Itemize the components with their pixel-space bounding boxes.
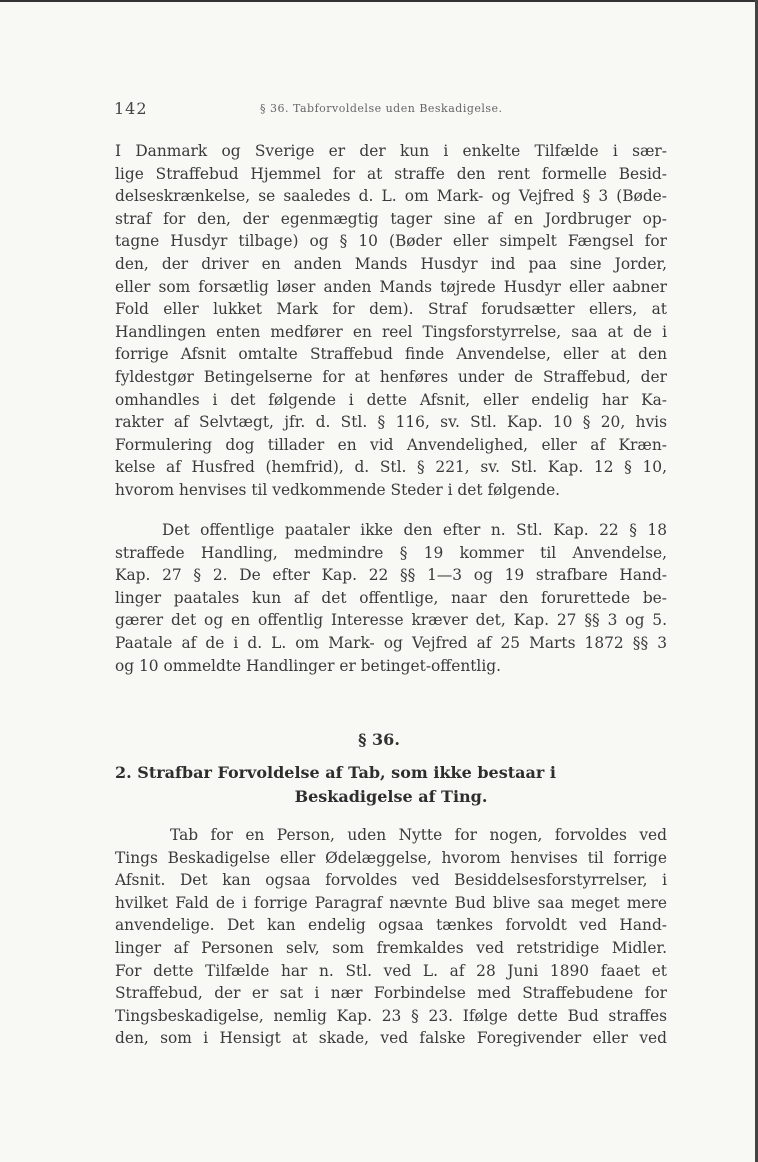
section-heading-line-1: 2. Strafbar Forvoldelse af Tab, som ikke bestaar i [115,763,556,782]
text-line: linger af Personen selv, som fremkaldes ved retstridige Midler. [115,938,667,957]
text-line: tagne Husdyr tilbage) og § 10 (Bøder eller simpelt Fængsel for [115,232,667,251]
page-header [114,99,674,119]
text-line: Det offentlige paataler ikke den efter n. Stl. Kap. 22 § 18 [162,521,667,539]
text-line: lige Straffebud Hjemmel for at straffe den rent formelle Besid- [115,164,667,183]
text-line: hvilket Fald de i forrige Paragraf nævnte Bud blive saa meget mere [115,893,667,912]
text-line: Tab for en Person, uden Nytte for nogen, forvoldes ved [170,826,667,844]
text-line: kelse af Husfred (hemfrid), d. Stl. § 221, sv. Stl. Kap. 12 § 10, [115,458,667,477]
text-line: fyldestgør Betingelserne for at henføres under de Straffebud, der [115,367,667,386]
text-line: hvorom henvises til vedkommende Steder i det følgende. [115,480,561,499]
text-line: Kap. 27 § 2. De efter Kap. 22 §§ 1—3 og 19 strafbare Hand- [115,566,667,585]
page-number: 142 [114,99,148,118]
text-line: eller som forsætlig løser anden Mands tøjrede Husdyr eller aabner [115,277,667,296]
text-line: den, der driver en anden Mands Husdyr ind paa sine Jorder, [115,254,667,273]
text-line: delseskrænkelse, se saaledes d. L. om Mark- og Vejfred § 3 (Bøde- [115,187,667,206]
text-line: forrige Afsnit omtalte Straffebud finde Anvendelse, eller at den [115,345,667,364]
text-line: I Danmark og Sverige er der kun i enkelte Tilfælde i sær- [115,142,667,160]
text-line: Formulering dog tillader en vid Anvendelighed, eller af Kræn- [115,435,667,454]
text-line: anvendelige. Det kan endelig ogsaa tænkes forvoldt ved Hand- [115,916,667,935]
text-line: omhandles i det følgende i dette Afsnit, eller endelig har Ka- [115,390,667,409]
text-line: Straffebud, der er sat i nær Forbindelse med Straffebudene for [115,984,667,1003]
text-line: Fold eller lukket Mark for dem). Straf forudsætter ellers, at [115,300,667,319]
section-symbol: § 36. [358,730,400,749]
text-line: Tingsbeskadigelse, nemlig Kap. 23 § 23. Ifølge dette Bud straffes [115,1006,667,1025]
paragraph-1 [115,140,667,502]
text-line: gærer det og en offentlig Interesse kræver det, Kap. 27 §§ 3 og 5. [115,611,667,630]
text-line: linger paatales kun af det offentlige, naar den forurettede be- [115,588,667,607]
text-line: Paatale af de i d. L. om Mark- og Vejfred af 25 Marts 1872 §§ 3 [115,633,667,652]
text-line: rakter af Selvtægt, jfr. d. Stl. § 116, sv. Stl. Kap. 10 § 20, hvis [115,413,667,432]
text-line: den, som i Hensigt at skade, ved falske Foregivender eller ved [115,1029,667,1048]
text-line: straf for den, der egenmægtig tager sine af en Jordbruger op- [115,209,667,228]
text-line: Tings Beskadigelse eller Ødelæggelse, hvorom henvises til forrige [115,848,667,867]
paragraph-2 [115,519,667,677]
scan-border-top [0,0,758,2]
text-line: For dette Tilfælde har n. Stl. ved L. af 28 Juni 1890 faaet et [115,961,667,980]
text-line: Handlingen enten medfører en reel Tingsforstyrrelse, saa at de i [115,322,667,341]
paragraph-3 [115,824,667,1050]
section-heading-line-2: Beskadigelse af Ting. [294,787,488,806]
text-line: og 10 ommeldte Handlinger er betinget-offentlig. [115,656,502,675]
text-line: straffede Handling, medmindre § 19 kommer til Anvendelse, [115,543,667,562]
text-line: Afsnit. Det kan ogsaa forvoldes ved Besiddelsesforstyrrelser, i [115,871,667,890]
running-head: § 36. Tabforvoldelse uden Beskadigelse. [260,102,503,115]
